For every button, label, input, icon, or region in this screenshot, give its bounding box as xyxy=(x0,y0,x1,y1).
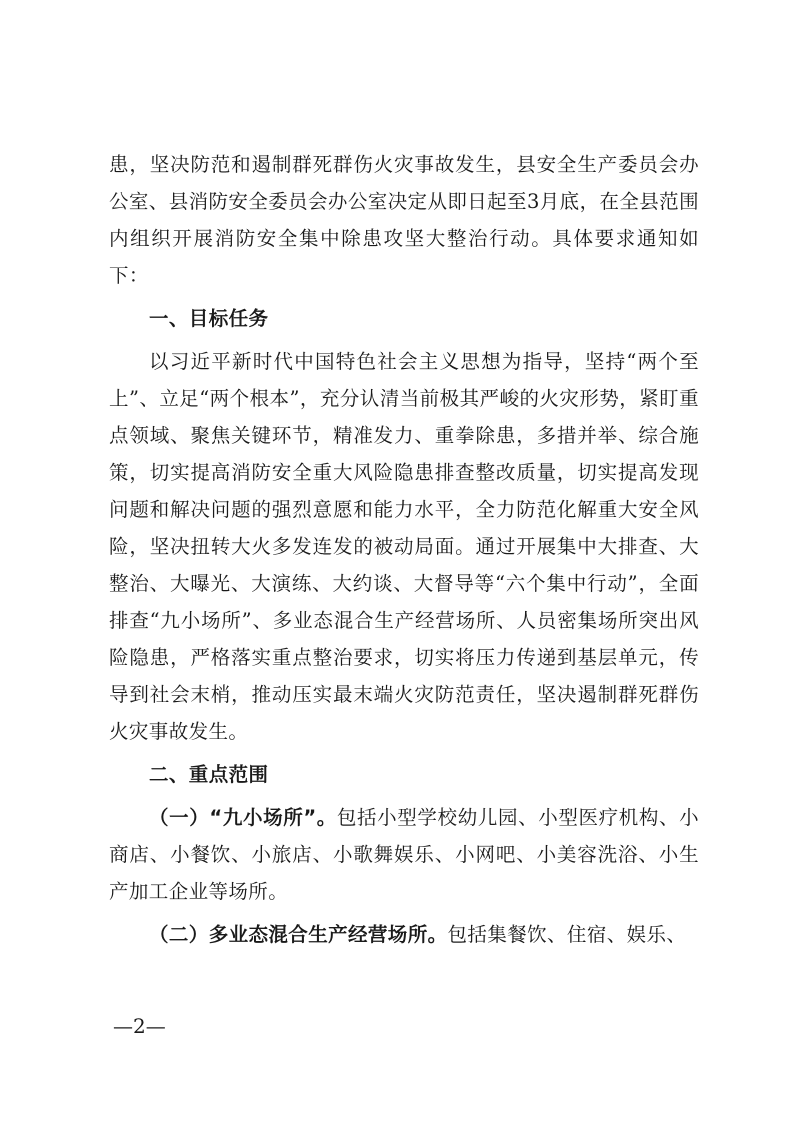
section-heading-scope: 二、重点范围 xyxy=(149,763,269,786)
scope-item-1-title: （一）“九小场所”。 xyxy=(149,806,337,829)
scope-item-1-text: 包括小型学校幼儿园、小型医疗机构、小商店、小餐饮、小旅店、小歌舞娱乐、小网吧、小美容洗浴、小生产加工企业等场所。 xyxy=(109,806,699,903)
page-number: —2— xyxy=(113,1014,166,1038)
scope-item-2-title: （二）多业态混合生产经营场所。 xyxy=(149,923,448,946)
document-body xyxy=(109,146,699,953)
scope-item-1 xyxy=(109,799,699,910)
scope-item-2 xyxy=(109,916,699,953)
section-heading-objectives: 一、目标任务 xyxy=(149,307,269,330)
intro-paragraph: 患，坚决防范和遏制群死群伤火灾事故发生，县安全生产委员会办公室、县消防安全委员会办公室决定从即日起至3月底，在全县范围内组织开展消防安全集中除患攻坚大整治行动。具体要求通知如下： xyxy=(109,153,699,287)
objectives-paragraph: 以习近平新时代中国特色社会主义思想为指导，坚持“两个至上”、立足“两个根本”，充分认清当前极其严峻的火灾形势，紧盯重点领域、聚焦关键环节，精准发力、重拳除患，多措并举、综合施策，切实提高消防安全重大风险隐患排查整改质量，切实提高发现问题和解决问题的强烈意愿和能力水平，全力防范化解重大安全风险，坚决扭转大火多发连发的被动局面。通过开展集中大排查、大整治、大曝光、大演练、大约谈、大督导等“六个集中行动”，全面排查“九小场所”、多业态混合生产经营场所、人员密集场所突出风险隐患，严格落实重点整治要求，切实将压力传递到基层单元，传导到社会末梢，推动压实最末端火灾防范责任，坚决遏制群死群伤火灾事故发生。 xyxy=(109,350,699,743)
scope-item-2-text: 包括集餐饮、住宿、娱乐、 xyxy=(447,923,687,946)
